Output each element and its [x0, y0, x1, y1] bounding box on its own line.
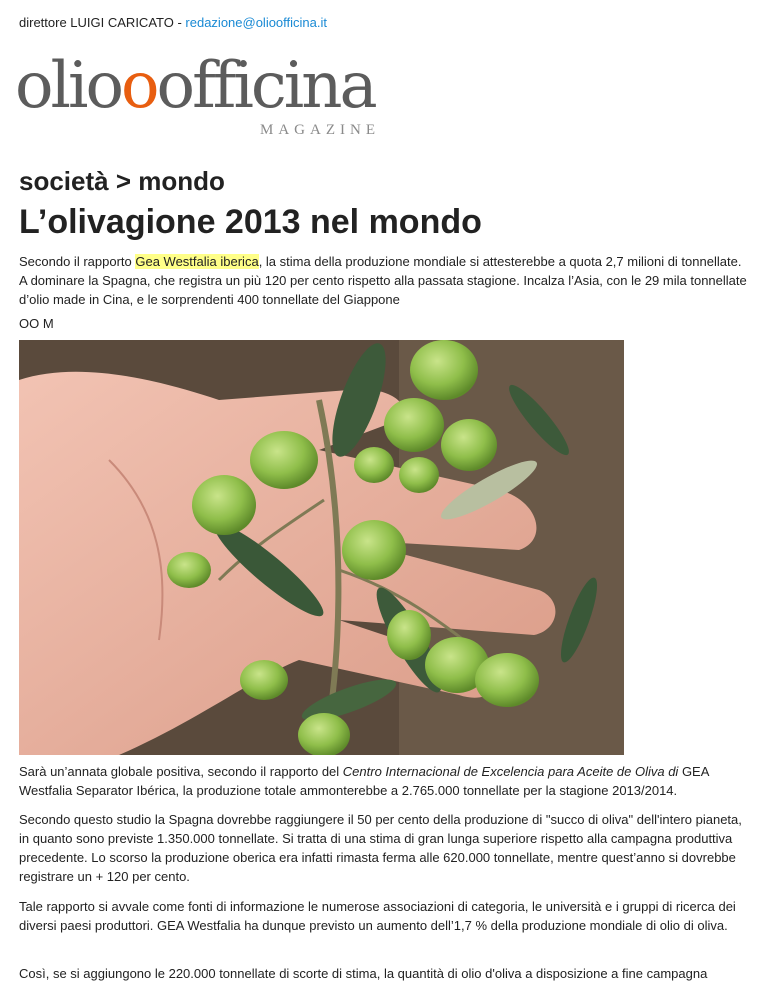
paragraph-3: Tale rapporto si avvale come fonti di informazione le numerose associazioni di categoria, le università e i gruppi di ricerca dei diversi paesi produttori. GEA Westfalia ha dunque previsto un aumento dell’1,7 % della produzione mondiale di olio di oliva.: [19, 899, 736, 933]
site-logo[interactable]: [15, 46, 380, 146]
highlighted-source: Gea Westfalia iberica: [135, 254, 259, 269]
olive-branch-photo: [19, 340, 624, 755]
logo-subtitle: MAGAZINE: [260, 122, 380, 138]
paragraph-2: Secondo questo studio la Spagna dovrebbe raggiungere il 50 per cento della produzione di "succo di oliva" dell'intero pianeta, in quanto sono previste 1.350.000 tonnellate. Si tratta di una stima di gran lunga superiore rispetto alla campagna produttiva precedente. Lo scorso la produzione oberica era infatti rimasta ferma alle 620.000 tonnellate, mentre quest’anno si dovrebbe registrare un + 120 per cento.: [19, 812, 742, 884]
paragraph-1: Sarà un’annata globale positiva, secondo il rapporto del Centro Internacional de Excelencia para Aceite de Oliva di GEA Westfalia Separator Ibérica, la produzione totale ammonterebbe a 2.765.000 tonnellate per la stagione 2013/2014.: [19, 764, 709, 798]
article-title: L’olivagione 2013 nel mondo: [19, 203, 482, 241]
section-breadcrumb: società > mondo: [19, 166, 225, 196]
email-link[interactable]: redazione@olioofficina.it: [185, 15, 328, 30]
paragraph-4: Così, se si aggiungono le 220.000 tonnellate di scorte di stima, la quantità di olio d'oliva a disposizione a fine campagna: [19, 966, 708, 981]
article-lead: Secondo il rapporto Gea Westfalia iberica, la stima della produzione mondiale si attesterebbe a quota 2,7 milioni di tonnellate. A dominare la Spagna, che registra un più 120 per cento rispetto alla passata stagione. Incalza l’Asia, con le 29 mila tonnellate d’olio made in Cina, e le sorprendenti 400 tonnellate del Giappone: [19, 254, 747, 307]
director-text: direttore LUIGI CARICATO -: [19, 15, 186, 30]
director-line: [19, 15, 327, 30]
article-author: OO M: [19, 316, 54, 331]
logo-wordmark: oliooofficina: [15, 49, 375, 123]
